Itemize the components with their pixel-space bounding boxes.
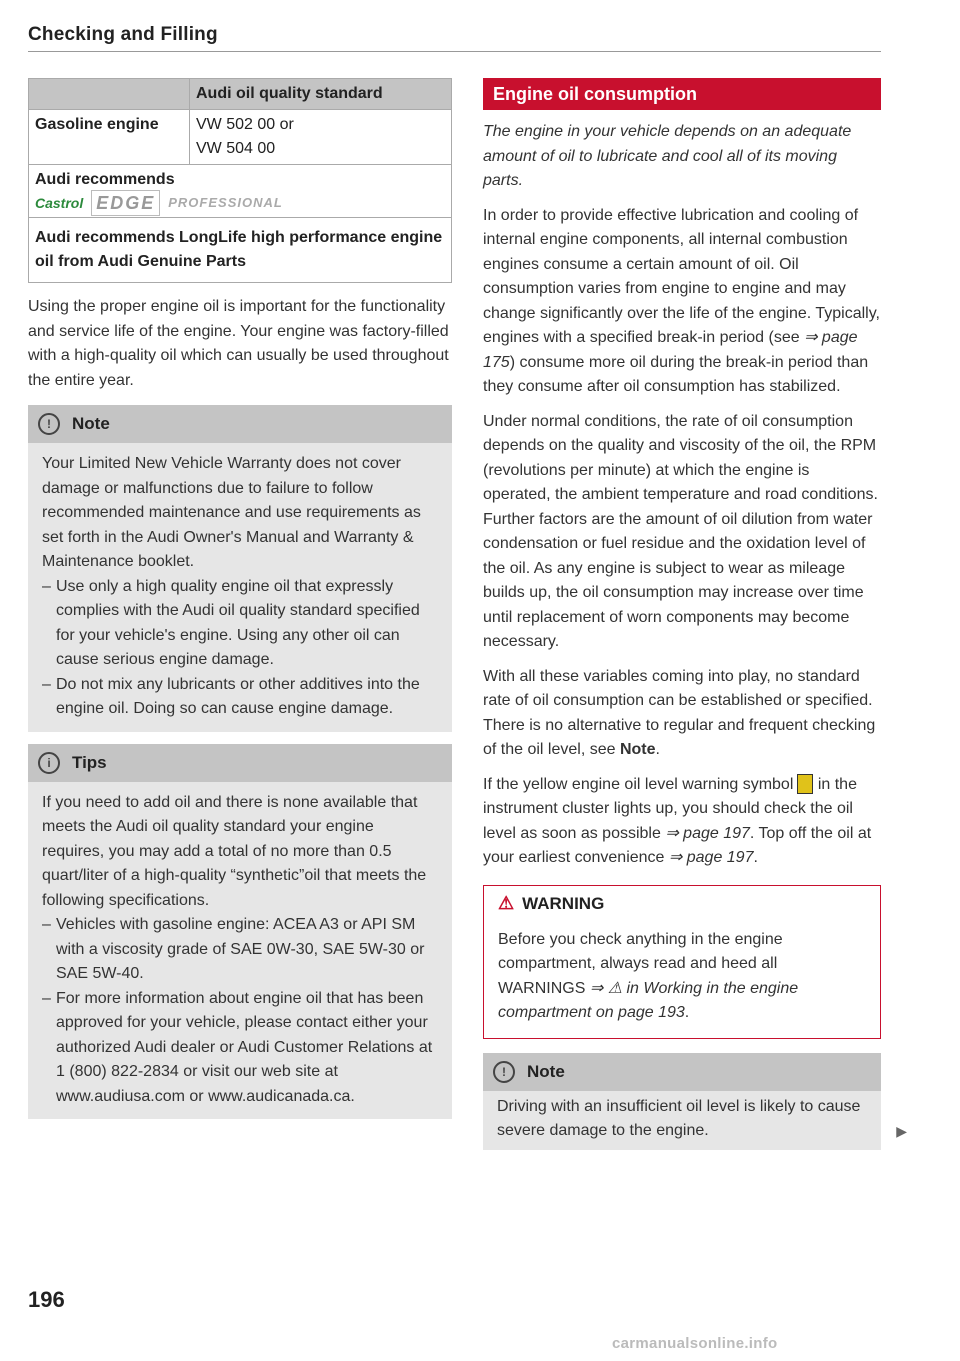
page-193-link[interactable]: ⇒ ⚠ in Working in the engine compartment on page 193 xyxy=(498,979,799,1021)
castrol-edge-logo xyxy=(35,192,445,214)
right-note-title: Note xyxy=(527,1061,565,1081)
warning-text xyxy=(498,928,868,1026)
section-title: Engine oil consumption xyxy=(483,78,881,110)
warning-header xyxy=(484,886,880,922)
right-note-text: Driving with an insufficient oil level is likely to cause severe damage to the engine. xyxy=(497,1097,861,1139)
tips-list xyxy=(42,913,439,1109)
row-value-2: VW 504 00 xyxy=(196,140,276,157)
right-note-box xyxy=(483,1053,907,1150)
note-list xyxy=(42,575,439,722)
left-column xyxy=(28,78,452,1119)
page-197-link-2[interactable]: ⇒ page 197 xyxy=(668,849,754,866)
tips-text: If you need to add oil and there is none available that meets the Audi oil quality standard your engine requires, you may add a total of no more than 0.5 quart/liter of a high-quality “synthetic”oil that meets the following specifications. xyxy=(42,793,427,909)
logo-product: EDGE xyxy=(91,190,160,216)
recommends-label: Audi recommends xyxy=(35,171,175,188)
recommends-cell xyxy=(29,165,452,218)
oil-warning-icon xyxy=(797,774,813,794)
p1-text-before: In order to provide effective lubrication and cooling of internal engine components, all internal combustion engines consume a certain amount of oil. Oil consumption varies from engine to engine and may change significantly over the life of the engine. Typically, engines with a specified break-in period (see xyxy=(483,206,880,346)
page-number: 196 xyxy=(28,1287,65,1312)
note-icon: ! xyxy=(493,1061,515,1083)
paragraph-variables xyxy=(483,665,881,763)
right-note-header xyxy=(483,1053,881,1091)
row-value-1: VW 502 00 or xyxy=(196,116,294,133)
p4-text-after: . xyxy=(753,849,758,866)
p3-text-before: With all these variables coming into play, no standard rate of oil consumption can be established or specified. There is no alternative to regular and frequent checking of the oil level, see xyxy=(483,667,876,758)
warning-text-before: Before you check anything in the engine compartment, always read and heed all WARNINGS xyxy=(498,930,783,997)
watermark: carmanualsonline.info xyxy=(612,1335,778,1352)
page-175-link[interactable]: ⇒ page 175 xyxy=(483,329,858,371)
list-item: – Use only a high quality engine oil that expressly complies with the Audi oil quality standard specified for your vehicle's engine. Using any other oil can cause serious engine damage. xyxy=(42,575,439,673)
p1-text-after: ) consume more oil during the break-in period than they consume after oil consumption has stabilized. xyxy=(483,353,869,395)
row-label: Gasoline engine xyxy=(29,110,190,165)
list-item: – Vehicles with gasoline engine: ACEA A3 or API SM with a viscosity grade of SAE 0W-30, SAE 5W-30 or SAE 5W-40. xyxy=(42,913,439,987)
warning-text-after: . xyxy=(684,1004,690,1021)
paragraph-conditions: Under normal conditions, the rate of oil consumption depends on the quality and viscosity of the oil, the RPM (revolutions per minute) at which the engine is operated, the ambient temperature and road conditions. Further factors are the amount of oil dilution from water condensation or fuel residue and the oxidation level of the oil. As any engine is subject to wear as mileage builds up, the oil consumption may increase over time until replacement of worn components may become necessary. xyxy=(483,412,878,650)
p3-text-after: . xyxy=(655,741,660,758)
longlife-cell: Audi recommends LongLife high performance engine oil from Audi Genuine Parts xyxy=(29,218,452,283)
tips-body xyxy=(28,782,452,1120)
table-corner-cell xyxy=(29,79,190,110)
logo-line: PROFESSIONAL xyxy=(168,195,283,210)
tips-title: Tips xyxy=(72,752,107,772)
oil-quality-table xyxy=(28,78,452,283)
warning-title: WARNING xyxy=(522,893,605,913)
logo-brand: Castrol xyxy=(35,195,84,211)
tips-box xyxy=(28,744,452,1120)
warning-body xyxy=(484,922,880,1038)
warning-triangle-icon: ⚠ xyxy=(498,893,515,913)
table-heading: Audi oil quality standard xyxy=(190,79,452,110)
p4-text-before: If the yellow engine oil level warning symbol xyxy=(483,775,794,793)
note-reference: Note xyxy=(619,741,656,758)
note-header xyxy=(28,405,452,443)
paragraph-warning-symbol xyxy=(483,773,881,871)
right-column xyxy=(483,78,907,1150)
note-text: Your Limited New Vehicle Warranty does not cover damage or malfunctions due to failure to follow recommended maintenance and use requirements as set forth in the Audi Owner's Manual and Warranty & Maintenance booklet. xyxy=(42,455,421,570)
list-item: – Do not mix any lubricants or other additives into the engine oil. Doing so can cause engine damage. xyxy=(42,673,439,722)
warning-box xyxy=(483,885,881,1039)
info-icon: i xyxy=(38,752,60,774)
page-header: Checking and Filling xyxy=(28,24,218,45)
row-value xyxy=(190,110,452,165)
right-note-body xyxy=(483,1091,881,1150)
note-box xyxy=(28,405,452,732)
p4-text-mid2: . Top off the oil at your earliest convenience xyxy=(483,824,872,866)
paragraph-lubrication xyxy=(483,204,881,400)
tips-header xyxy=(28,744,452,782)
right-intro: The engine in your vehicle depends on an adequate amount of oil to lubricate and cool all of its moving parts. xyxy=(483,123,852,189)
note-title: Note xyxy=(72,414,110,433)
note-icon: ! xyxy=(38,413,60,435)
list-item: – For more information about engine oil that has been approved for your vehicle, please contact either your authorized Audi dealer or Audi Customer Relations at 1 (800) 822-2834 or visit our web site at www.audiusa.com or www.audicanada.ca. xyxy=(42,987,439,1110)
header-rule xyxy=(28,51,881,52)
note-body xyxy=(28,443,452,732)
page-197-link[interactable]: ⇒ page 197 xyxy=(665,824,750,842)
p4-text-mid: in the instrument cluster lights up, you should check the oil level as soon as possible xyxy=(483,775,857,842)
left-intro: Using the proper engine oil is important for the functionality and service life of the engine. Your engine was factory-filled with a high-quality oil which can usually be used throughout the entire year. xyxy=(28,298,449,389)
continue-arrow-icon: ▶ xyxy=(896,1122,907,1139)
